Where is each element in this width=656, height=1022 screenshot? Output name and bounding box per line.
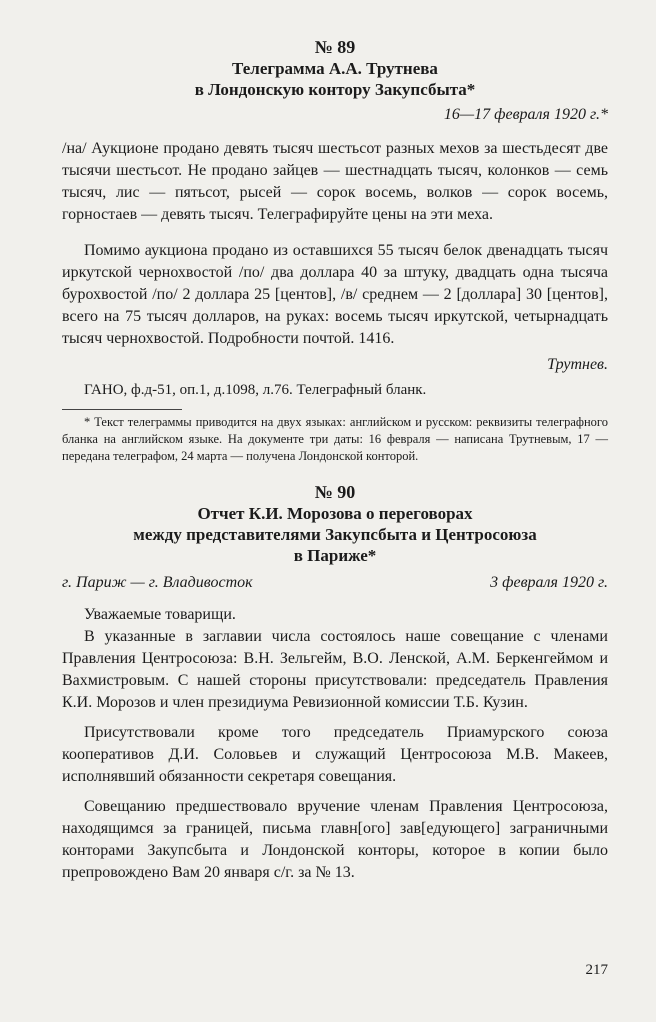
- doc90-place: г. Париж — г. Владивосток: [62, 574, 253, 591]
- doc89-title-line1: Телеграмма А.А. Трутнева: [232, 59, 438, 78]
- doc89-footnote: * Текст телеграммы приводится на двух языках: английском и русском: реквизиты телеграфного бланка на английском языке. На документе три даты: 16 февраля — написана Трутневым, 17 — передана телеграфом, 24 марта — получена Лондонской конторой.: [62, 415, 608, 463]
- footnote-divider: [62, 409, 182, 410]
- doc90-greeting: Уважаемые товарищи.: [84, 606, 236, 623]
- doc89-archive-reference: ГАНО, ф.д-51, оп.1, д.1098, л.76. Телеграфный бланк.: [84, 382, 427, 398]
- doc90-paragraph-3: Совещанию предшествовало вручение членам Правления Центросоюза, находящимся за границей, письма главн[ого] зав[едующего] заграничными конторами Закупсбыта и Лондонской конторы, которое в копии было препровождено Вам 20 января с/г. за № 13.: [62, 798, 608, 881]
- page-content: [62, 36, 608, 884]
- doc89-title-line2: в Лондонскую контору Закупсбыта*: [194, 80, 476, 99]
- doc89-paragraph-1: /на/ Аукционе продано девять тысяч шестьсот разных мехов за шестьдесят две тысячи шестьсот. Не продано зайцев — шестнадцать тысяч, колонков — семь тысяч, лис — пятьсот, рысей — сорок восемь, волков — сорок восемь, горностаев — девять тысяч. Телеграфируйте цены на эти меха.: [62, 140, 608, 223]
- doc90-date: 3 февраля 1920 г.: [490, 574, 608, 591]
- doc89-paragraph-2: Помимо аукциона продано из оставшихся 55 тысяч белок двенадцать тысяч иркутской чернохвостой /по/ два доллара 40 за штуку, двадцать одна тысяча бурохвостой /по/ 2 доллара 25 [центов], /в/ среднем — 2 [доллара] 30 [центов], всего на 75 тысяч долларов, на руках: восемь тысяч иркутской, четырнадцать тысяч чернохвостой. Подробности почтой. 1416.: [62, 242, 608, 347]
- doc90-paragraph-2: Присутствовали кроме того председатель Приамурского союза кооперативов Д.И. Соловьев и служащий Центросоюза М.В. Макеев, исполнявший обязанности секретаря совещания.: [62, 724, 608, 785]
- doc90-title-line3: в Париже*: [293, 546, 377, 565]
- doc90-paragraph-1: В указанные в заглавии числа состоялось наше совещание с членами Правления Центросоюза: В.Н. Зельгейм, В.О. Ленской, А.М. Беркенгеймом и Вахмистровым. С нашей стороны присутствовали: председатель Правления К.И. Морозов и член президиума Ревизионной комиссии Т.Б. Кузин.: [62, 628, 608, 711]
- doc89-signature: Трутнев.: [547, 356, 608, 373]
- doc90-title-line2: между представителями Закупсбыта и Центросоюза: [133, 525, 537, 544]
- doc90-place-date-line: [62, 574, 608, 592]
- page-number: 217: [585, 962, 608, 978]
- doc90-title-line1: Отчет К.И. Морозова о переговорах: [197, 504, 473, 523]
- doc90-number: № 90: [314, 482, 356, 502]
- doc89-number: № 89: [314, 37, 356, 57]
- doc89-date: 16—17 февраля 1920 г.*: [443, 106, 608, 123]
